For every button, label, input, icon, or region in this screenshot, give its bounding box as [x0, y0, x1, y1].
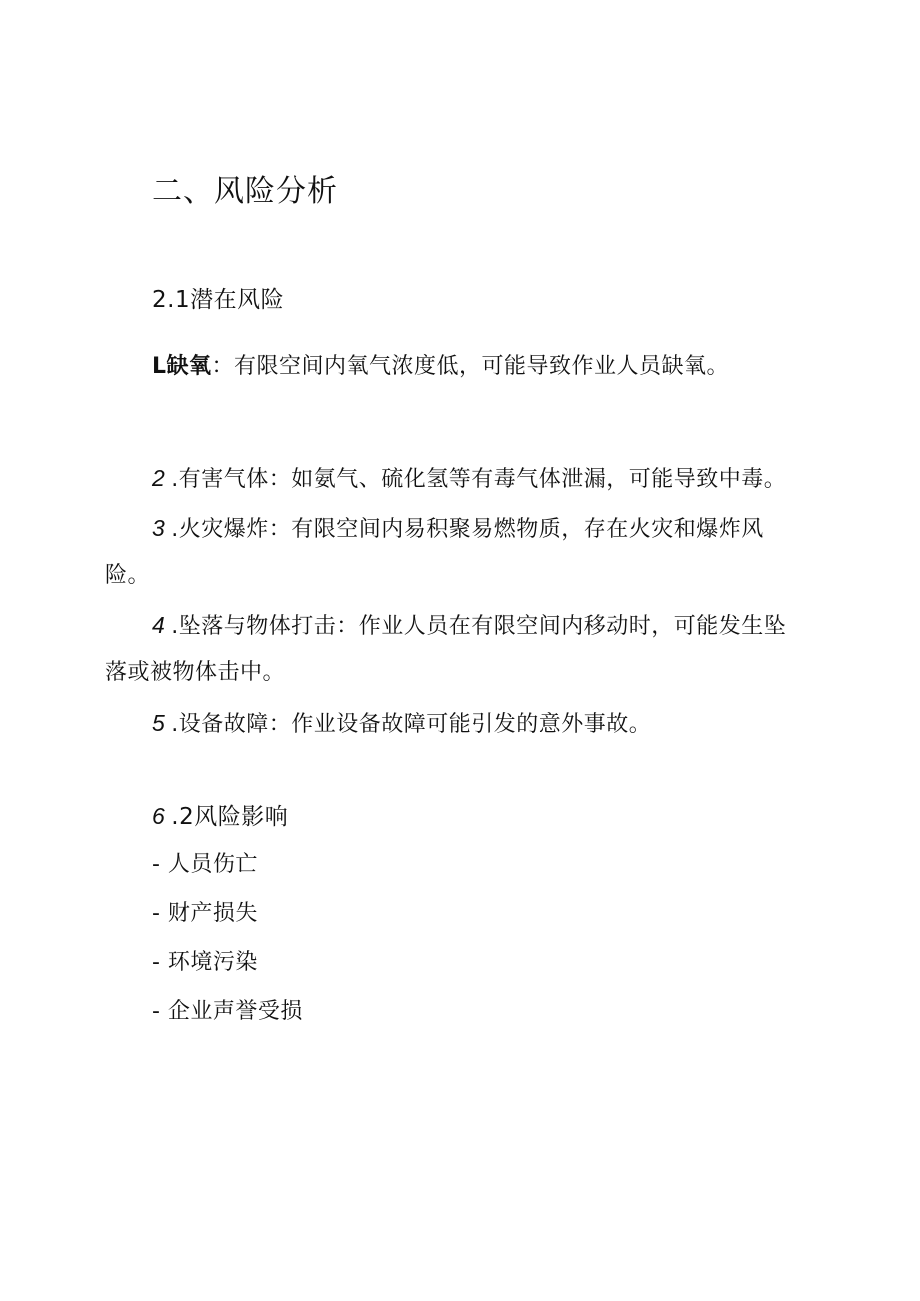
risk-item-5-number: 5 [152, 710, 166, 736]
risk-item-3 [152, 513, 764, 545]
risk-item-2 [152, 463, 786, 495]
risk-impact-heading-text: .2风险影响 [171, 804, 289, 830]
risk-item-2-text: .有害气体：如氨气、硫化氢等有毒气体泄漏，可能导致中毒。 [171, 467, 787, 492]
impact-list-item: - 环境污染 [152, 950, 258, 975]
risk-item-1-text: ：有限空间内氧气浓度低，可能导致作业人员缺氧。 [211, 354, 730, 379]
risk-impact-heading [152, 801, 288, 832]
risk-item-4-text-line2: 落或被物体击中。 [105, 660, 286, 685]
risk-item-3-number: 3 [152, 515, 166, 541]
section-title: 二、风险分析 [152, 174, 338, 209]
risk-impact-number: 6 [152, 803, 166, 829]
impact-list-item: - 人员伤亡 [152, 852, 258, 877]
impact-list-item: - 企业声誉受损 [152, 999, 303, 1024]
risk-item-1-prefix: L缺氧 [152, 354, 212, 379]
risk-item-4 [152, 610, 786, 642]
risk-item-4-number: 4 [152, 612, 166, 638]
risk-item-3-text-line1: .火灾爆炸：有限空间内易积聚易燃物质，存在火灾和爆炸风 [171, 517, 764, 542]
risk-item-1 [152, 352, 729, 382]
risk-item-4-text-line1: .坠落与物体打击：作业人员在有限空间内移动时，可能发生坠 [171, 614, 787, 639]
risk-item-2-number: 2 [152, 465, 166, 491]
risk-item-5 [152, 708, 651, 740]
impact-list-item: - 财产损失 [152, 901, 258, 926]
risk-item-5-text: .设备故障：作业设备故障可能引发的意外事故。 [171, 712, 652, 737]
risk-item-3-text-line2: 险。 [105, 563, 151, 588]
potential-risk-heading: 2.1潜在风险 [152, 287, 285, 313]
